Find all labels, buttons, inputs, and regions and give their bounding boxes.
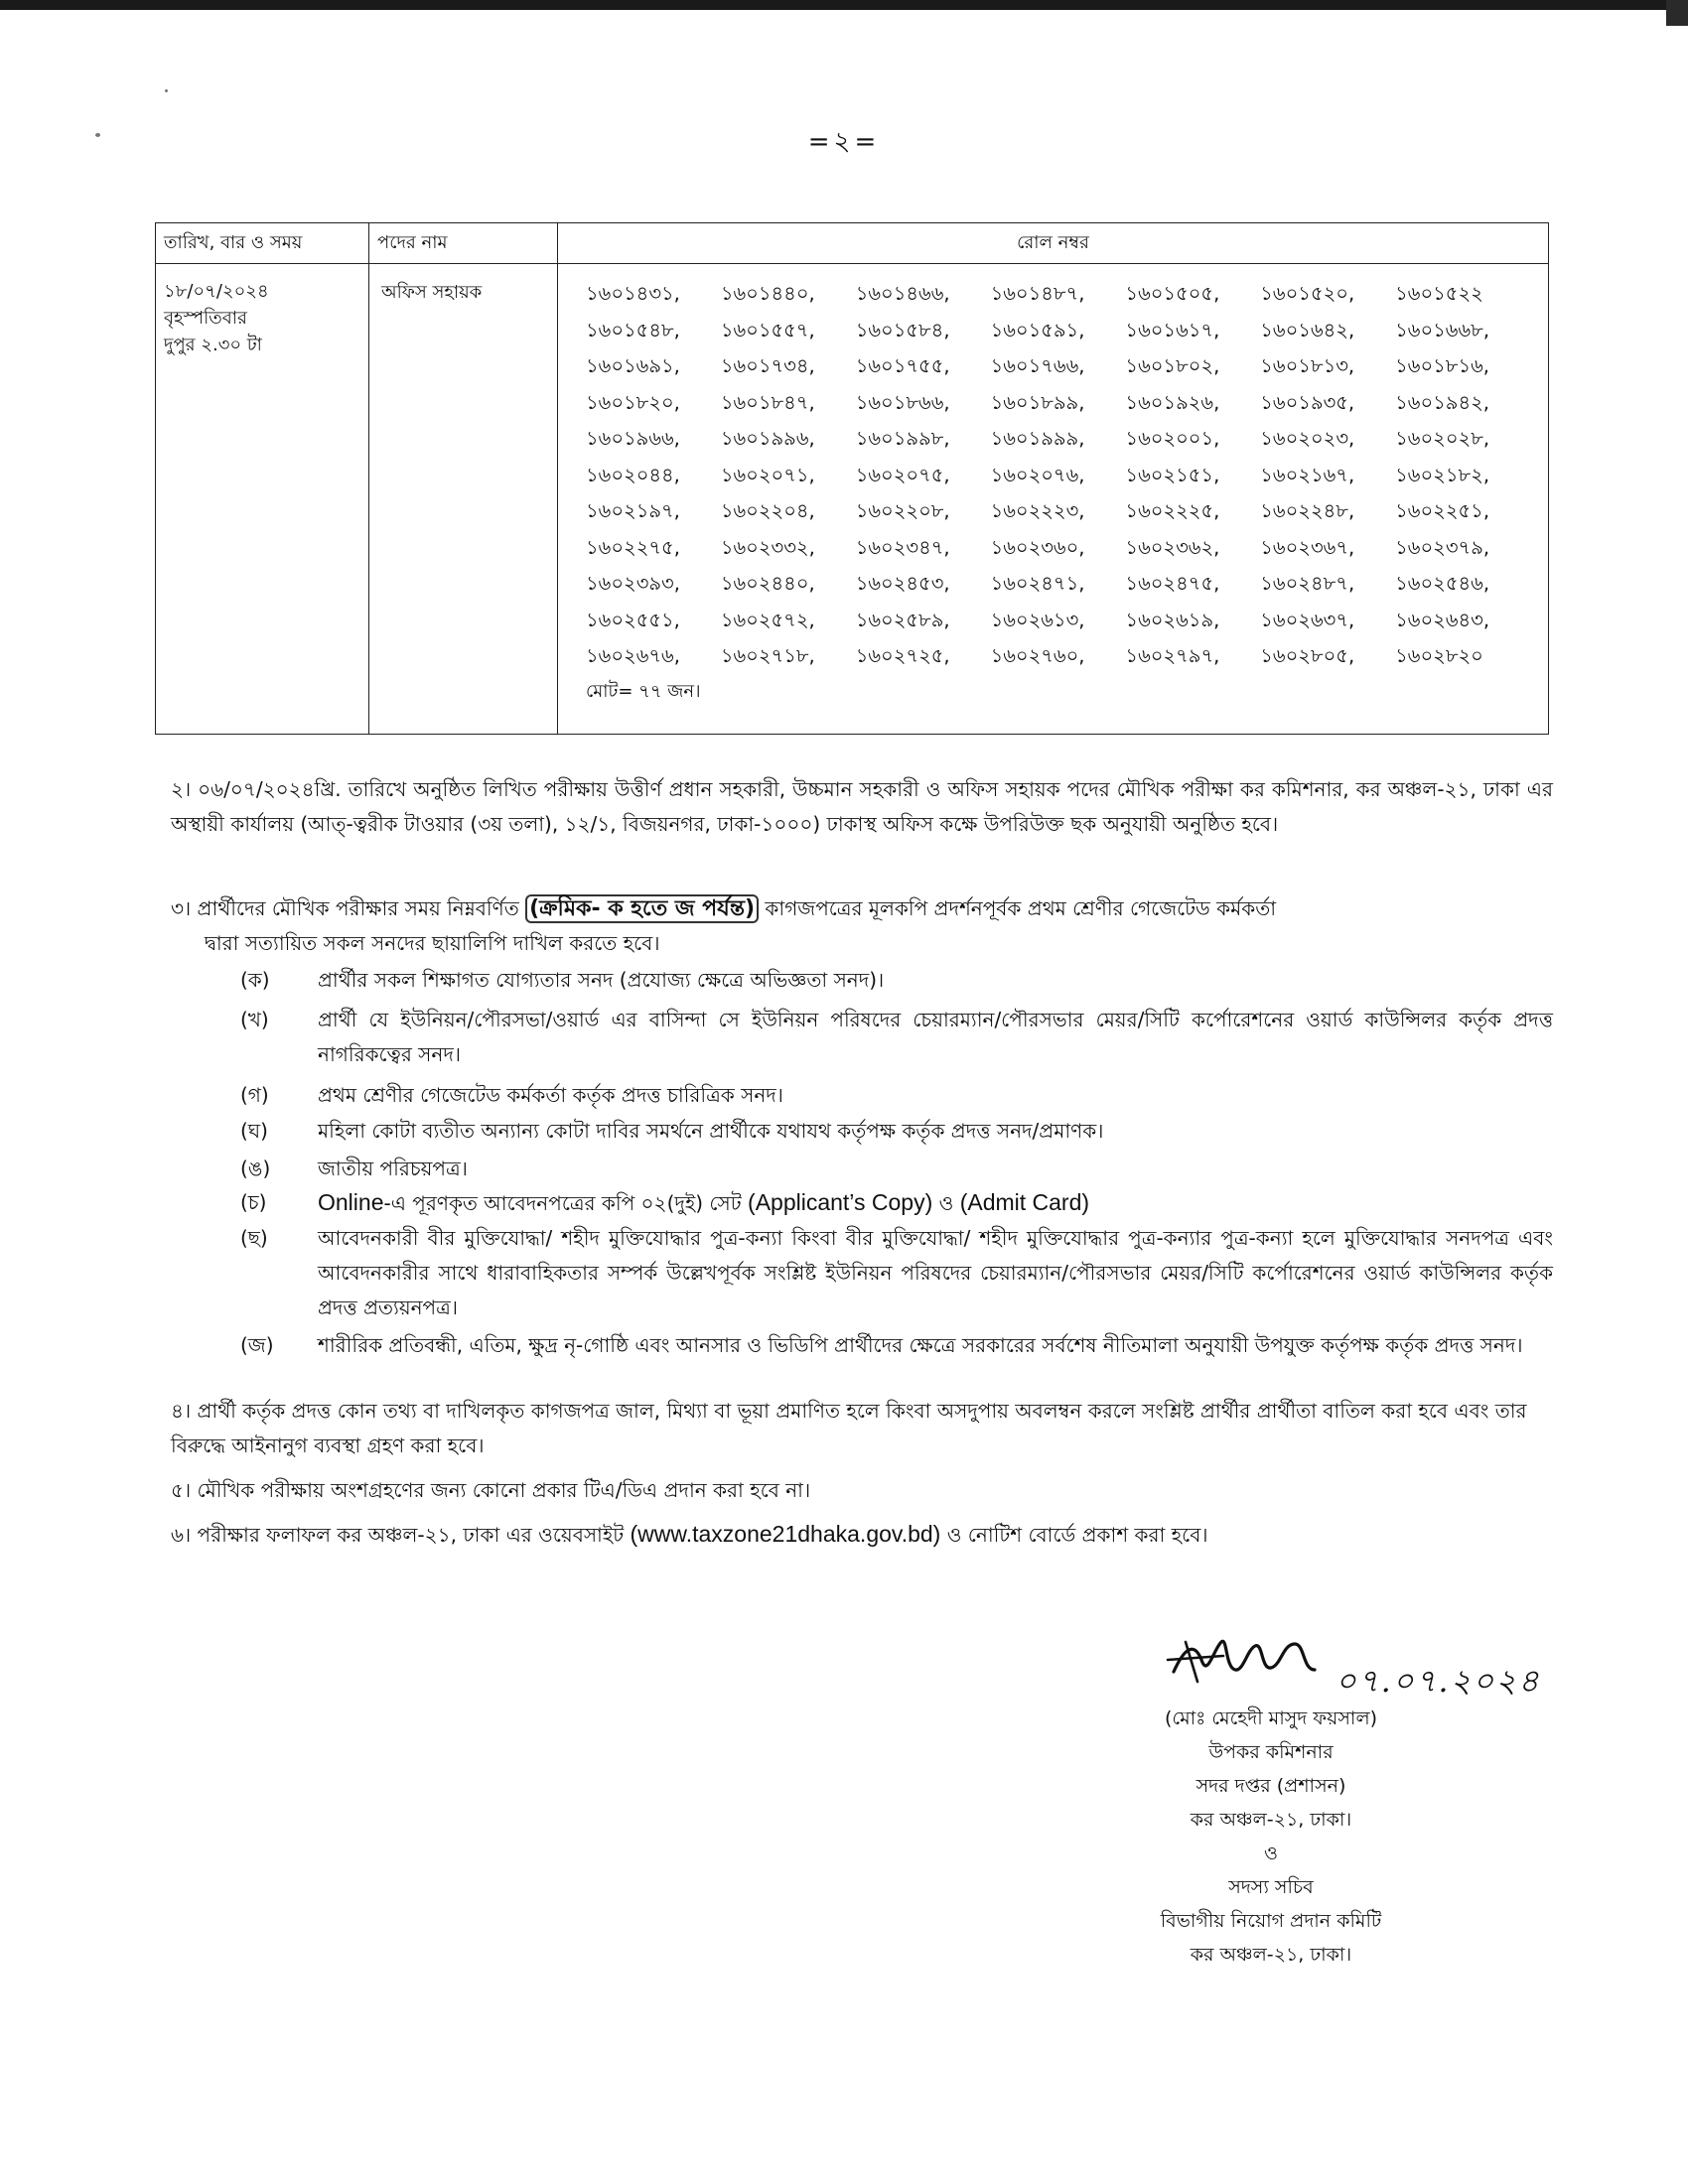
roll-number: ১৬০১৫২২ <box>1395 282 1483 305</box>
scan-top-border <box>0 0 1688 10</box>
header-roll: রোল নম্বর <box>558 223 1549 264</box>
roll-number: ১৬০২৫৭২, <box>720 608 815 631</box>
signatory-block <box>1053 1702 1489 1972</box>
post-cell: অফিস সহায়ক <box>369 264 558 735</box>
roll-number: ১৬০১৯৯৮, <box>855 427 950 450</box>
paragraph-6-a: ৬। পরীক্ষার ফলাফল কর অঞ্চল-২১, ঢাকা এর ওয়েবসাইট <box>171 1523 631 1547</box>
online-text: Online <box>318 1189 384 1215</box>
roll-number: ১৬০২২২৩, <box>990 499 1085 522</box>
roll-number: ১৬০১৮৪৭, <box>720 390 815 414</box>
paragraph-3-highlight: (ক্রমিক- ক হতে জ পর্যন্ত) <box>525 894 759 923</box>
header-date: তারিখ, বার ও সময় <box>156 223 369 264</box>
roll-number: ১৬০২৫৪৬, <box>1395 572 1490 595</box>
roll-number: ১৬০২১৫১, <box>1125 463 1220 486</box>
list-text: আবেদনকারী বীর মুক্তিযোদ্ধা/ শহীদ মুক্তিযোদ্ধার পুত্র-কন্যা কিংবা বীর মুক্তিযোদ্ধা/ শহীদ মুক্তিযোদ্ধার পুত্র-কন্যার পুত্র-কন্যা হলে মুক্তিযোদ্ধার সনদপত্র এবং আবেদনকারীর সাথে ধারাবাহিকতার সম্পর্ক উল্লেখপূর্বক সংশ্লিষ্ট ইউনিয়ন পরিষদের চেয়ারম্যান/পৌরসভার মেয়র/সিটি কর্পোরেশনের ওয়ার্ড কাউন্সিলর কর্তৃক প্রদত্ত প্রত্যয়নপত্র। <box>318 1226 1553 1319</box>
roll-number: ১৬০২২০৪, <box>720 499 815 522</box>
roll-number: ১৬০১৮১৬, <box>1395 354 1489 377</box>
roll-number: ১৬০১৬৯১, <box>586 354 680 377</box>
roll-number: ১৬০২০২৮, <box>1395 427 1490 450</box>
list-item-nga <box>240 1152 1553 1186</box>
and-text: ও <box>932 1191 960 1215</box>
roll-number: ১৬০১৭৩৪, <box>720 354 815 377</box>
roll-number: ১৬০২৬৪৩, <box>1395 608 1490 631</box>
roll-number: ১৬০১৫৫৭, <box>720 318 815 341</box>
roll-number: ১৬০১৮৯৯, <box>990 390 1085 414</box>
list-text <box>318 1185 1553 1221</box>
roll-number: ১৬০১৯৩৫, <box>1260 390 1355 414</box>
roll-number: ১৬০১৭৬৬, <box>990 354 1085 377</box>
header-post: পদের নাম <box>369 223 558 264</box>
roll-number: ১৬০২০২৩, <box>1260 427 1355 450</box>
exam-day: বৃহস্পতিবার <box>164 308 247 329</box>
copy-text: -এ পূরণকৃত আবেদনপত্রের কপি ০২(দুই) সেট <box>383 1191 749 1215</box>
roll-number: ১৬০১৬৬৮, <box>1395 318 1490 341</box>
roll-number: ১৬০২৮২০ <box>1395 644 1483 667</box>
list-item-chha <box>240 1221 1553 1325</box>
roll-number: ১৬০২৩৯৩, <box>586 572 680 595</box>
list-marker: (খ) <box>240 1008 269 1031</box>
roll-number: ১৬০১৪৮৭, <box>990 282 1085 305</box>
signature-date: ০৭.০৭.২০২৪ <box>1336 1662 1541 1700</box>
signatory-zone: কর অঞ্চল-২১, ঢাকা। <box>1190 1809 1352 1831</box>
roll-number: ১৬০২১৬৭, <box>1260 463 1355 486</box>
paragraph-3-lead: ৩। প্রার্থীদের মৌখিক পরীক্ষার সময় নিম্নবর্ণিত <box>171 896 519 920</box>
roll-number: ১৬০১৪৪০, <box>720 282 815 305</box>
roll-number-grid <box>586 276 1530 675</box>
roll-number: ১৬০২৪৭১, <box>990 572 1085 595</box>
roll-number: ১৬০১৭৫৫, <box>855 354 950 377</box>
roll-number: ১৬০১৫৮৪, <box>855 318 950 341</box>
paragraph-3-tail: কাগজপত্রের মূলকপি প্রদর্শনপূর্বক প্রথম শ্রেণীর গেজেটেড কর্মকর্তা <box>765 896 1277 920</box>
list-marker: (ছ) <box>240 1226 268 1250</box>
signatory-committee: বিভাগীয় নিয়োগ প্রদান কমিটি <box>1160 1910 1382 1932</box>
roll-number: ১৬০১৮০২, <box>1125 354 1220 377</box>
roll-number: ১৬০১৯৪২, <box>1395 390 1489 414</box>
roll-number: ১৬০১৫৪৮, <box>586 318 680 341</box>
list-item-ga <box>240 1078 1553 1113</box>
roll-table <box>155 222 1549 735</box>
list-marker: (জ) <box>240 1333 274 1357</box>
website-url: (www.taxzone21dhaka.gov.bd) <box>630 1521 941 1547</box>
roll-number: ১৬০২৬৩৭, <box>1260 608 1355 631</box>
roll-number: ১৬০২৬১৯, <box>1125 608 1220 631</box>
roll-number: ১৬০২৩৬২, <box>1125 535 1220 559</box>
exam-date: ১৮/০৭/২০২৪ <box>164 281 269 302</box>
list-marker: (ক) <box>240 968 270 992</box>
roll-number: ১৬০২০০১, <box>1125 427 1220 450</box>
signatory-designation: উপকর কমিশনার <box>1208 1741 1334 1763</box>
signatory-role: সদস্য সচিব <box>1228 1876 1314 1898</box>
roll-number: ১৬০২৩৬০, <box>990 535 1085 559</box>
list-text: প্রথম শ্রেণীর গেজেটেড কর্মকর্তা কর্তৃক প্রদত্ত চারিত্রিক সনদ। <box>318 1083 783 1107</box>
signatory-office: সদর দপ্তর (প্রশাসন) <box>1196 1775 1346 1797</box>
roll-number: ১৬০১৬১৭, <box>1125 318 1220 341</box>
roll-number: ১৬০১৮৬৬, <box>855 390 950 414</box>
scan-speck <box>165 89 168 92</box>
roll-number: ১৬০২৭৯৭, <box>1125 644 1220 667</box>
page-number: =২= <box>807 127 881 157</box>
paragraph-6 <box>171 1517 1553 1553</box>
list-text: মহিলা কোটা ব্যতীত অন্যান্য কোটা দাবির সমর্থনে প্রার্থীকে যথাযথ কর্তৃপক্ষ কর্তৃক প্রদত্ত সনদ/প্রমাণক। <box>318 1119 1104 1143</box>
list-marker: (গ) <box>240 1083 269 1107</box>
list-item-kha <box>240 1003 1553 1072</box>
exam-time: দুপুর ২.৩০ টা <box>164 335 262 355</box>
list-item-ja <box>240 1328 1553 1363</box>
roll-number: ১৬০১৮২০, <box>586 390 680 414</box>
roll-number: ১৬০২৪৮৭, <box>1260 572 1355 595</box>
paragraph-4: ৪। প্রার্থী কর্তৃক প্রদত্ত কোন তথ্য বা দাখিলকৃত কাগজপত্র জাল, মিথ্যা বা ভূয়া প্রমাণিত হলে কিংবা অসদুপায় অবলম্বন করলে সংশ্লিষ্ট প্রার্থীর প্রার্থীতা বাতিল করা হবে এবং তার বিরুদ্ধে আইনানুগ ব্যবস্থা গ্রহণ করা হবে। <box>171 1399 1527 1457</box>
roll-number: ১৬০২২২৫, <box>1125 499 1220 522</box>
list-marker: (ঙ) <box>240 1157 271 1180</box>
paragraph-3-cont: দ্বারা সত্যায়িত সকল সনদের ছায়ালিপি দাখিল করতে হবে। <box>205 931 660 955</box>
roll-number: ১৬০২৪৭৫, <box>1125 572 1220 595</box>
roll-number: ১৬০২৫৮৯, <box>855 608 950 631</box>
roll-number: ১৬০২২৫১, <box>1395 499 1490 522</box>
admit-card-text: (Admit Card) <box>959 1189 1090 1215</box>
roll-number: ১৬০২০৭১, <box>720 463 815 486</box>
list-item-ka <box>240 963 1553 998</box>
roll-number: ১৬০১৯৯৯, <box>990 427 1085 450</box>
roll-number: ১৬০২৬৭৬, <box>586 644 680 667</box>
roll-number: ১৬০২০৭৫, <box>855 463 950 486</box>
roll-number: ১৬০১৫২০, <box>1260 282 1355 305</box>
roll-number: ১৬০২৩৩২, <box>720 535 815 559</box>
roll-number: ১৬০২৭৬০, <box>990 644 1085 667</box>
total-count: মোট= ৭৭ জন। <box>586 680 701 702</box>
paragraph-3 <box>171 891 1553 961</box>
roll-number: ১৬০২২৪৮, <box>1260 499 1355 522</box>
signatory-name: (মোঃ মেহেদী মাসুদ ফয়সাল) <box>1164 1707 1378 1729</box>
roll-number: ১৬০২০৭৬, <box>990 463 1085 486</box>
roll-number: ১৬০২৩৪৭, <box>855 535 950 559</box>
applicant-copy-text: (Applicant’s Copy) <box>748 1189 933 1215</box>
roll-number: ১৬০২৮০৫, <box>1260 644 1355 667</box>
roll-number: ১৬০২২৭৫, <box>586 535 680 559</box>
paragraph-6-b: ও নোটিশ বোর্ডে প্রকাশ করা হবে। <box>940 1523 1208 1547</box>
date-cell <box>156 264 369 735</box>
roll-number: ১৬০২৫৫১, <box>586 608 680 631</box>
roll-number: ১৬০১৫০৫, <box>1125 282 1220 305</box>
list-text: জাতীয় পরিচয়পত্র। <box>318 1157 468 1180</box>
signatory-and: ও <box>1264 1843 1278 1864</box>
list-item-gha <box>240 1114 1553 1149</box>
signatory-zone-2: কর অঞ্চল-২১, ঢাকা। <box>1190 1944 1352 1966</box>
handwritten-signature <box>1164 1620 1342 1700</box>
roll-cell <box>558 264 1549 735</box>
roll-number: ১৬০১৯৬৬, <box>586 427 680 450</box>
roll-number: ১৬০১৪৩১, <box>586 282 680 305</box>
roll-number: ১৬০২৭১৮, <box>720 644 815 667</box>
list-text: প্রার্থীর সকল শিক্ষাগত যোগ্যতার সনদ (প্রযোজ্য ক্ষেত্রে অভিজ্ঞতা সনদ)। <box>318 968 885 992</box>
table-row <box>156 264 1549 735</box>
scan-corner-fold <box>1666 0 1688 26</box>
list-text: শারীরিক প্রতিবন্ধী, এতিম, ক্ষুদ্র নৃ-গোষ্ঠি এবং আনসার ও ভিডিপি প্রার্থীদের ক্ষেত্রে সরকারের সর্বশেষ নীতিমালা অনুযায়ী উপযুক্ত কর্তৃপক্ষ কর্তৃক প্রদত্ত সনদ। <box>318 1333 1523 1357</box>
roll-number: ১৬০২০৪৪, <box>586 463 680 486</box>
list-marker: (চ) <box>240 1190 267 1214</box>
roll-number: ১৬০১৫৯১, <box>990 318 1085 341</box>
list-item-cha <box>240 1185 1553 1221</box>
roll-number: ১৬০২১৯৭, <box>586 499 680 522</box>
roll-number: ১৬০১৬৪২, <box>1260 318 1355 341</box>
paragraph-2: ২। ০৬/০৭/২০২৪খ্রি. তারিখে অনুষ্ঠিত লিখিত পরীক্ষায় উত্তীর্ণ প্রধান সহকারী, উচ্চমান সহকারী ও অফিস সহায়ক পদের মৌখিক পরীক্ষা কর কমিশনার, কর অঞ্চল-২১, ঢাকা এর অস্থায়ী কার্যালয় (আত্-ত্বরীক টাওয়ার (৩য় তলা), ১২/১, বিজয়নগর, ঢাকা-১০০০) ঢাকাস্থ অফিস কক্ষে উপরিউক্ত ছক অনুযায়ী অনুষ্ঠিত হবে। <box>171 777 1553 836</box>
list-marker: (ঘ) <box>240 1119 268 1143</box>
list-text: প্রার্থী যে ইউনিয়ন/পৌরসভা/ওয়ার্ড এর বাসিন্দা সে ইউনিয়ন পরিষদের চেয়ারম্যান/পৌরসভার মেয়র/সিটি কর্পোরেশনের ওয়ার্ড কাউন্সিলর কর্তৃক প্রদত্ত নাগরিকত্বের সনদ। <box>318 1008 1553 1066</box>
roll-number: ১৬০২৩৭৯, <box>1395 535 1490 559</box>
roll-number: ১৬০১৪৬৬, <box>855 282 950 305</box>
roll-number: ১৬০২৪৪০, <box>720 572 815 595</box>
roll-number: ১৬০১৮১৩, <box>1260 354 1355 377</box>
roll-number: ১৬০২৩৬৭, <box>1260 535 1355 559</box>
roll-number: ১৬০২১৮২, <box>1395 463 1490 486</box>
roll-number: ১৬০২২০৮, <box>855 499 950 522</box>
roll-number: ১৬০১৯৯৬, <box>720 427 815 450</box>
roll-number: ১৬০২৭২৫, <box>855 644 950 667</box>
paragraph-5: ৫। মৌখিক পরীক্ষায় অংশগ্রহণের জন্য কোনো প্রকার টিএ/ডিএ প্রদান করা হবে না। <box>171 1478 811 1502</box>
roll-number: ১৬০২৪৫৩, <box>855 572 950 595</box>
roll-number: ১৬০১৯২৬, <box>1125 390 1220 414</box>
roll-number: ১৬০২৬১৩, <box>990 608 1085 631</box>
table-header-row <box>156 223 1549 264</box>
